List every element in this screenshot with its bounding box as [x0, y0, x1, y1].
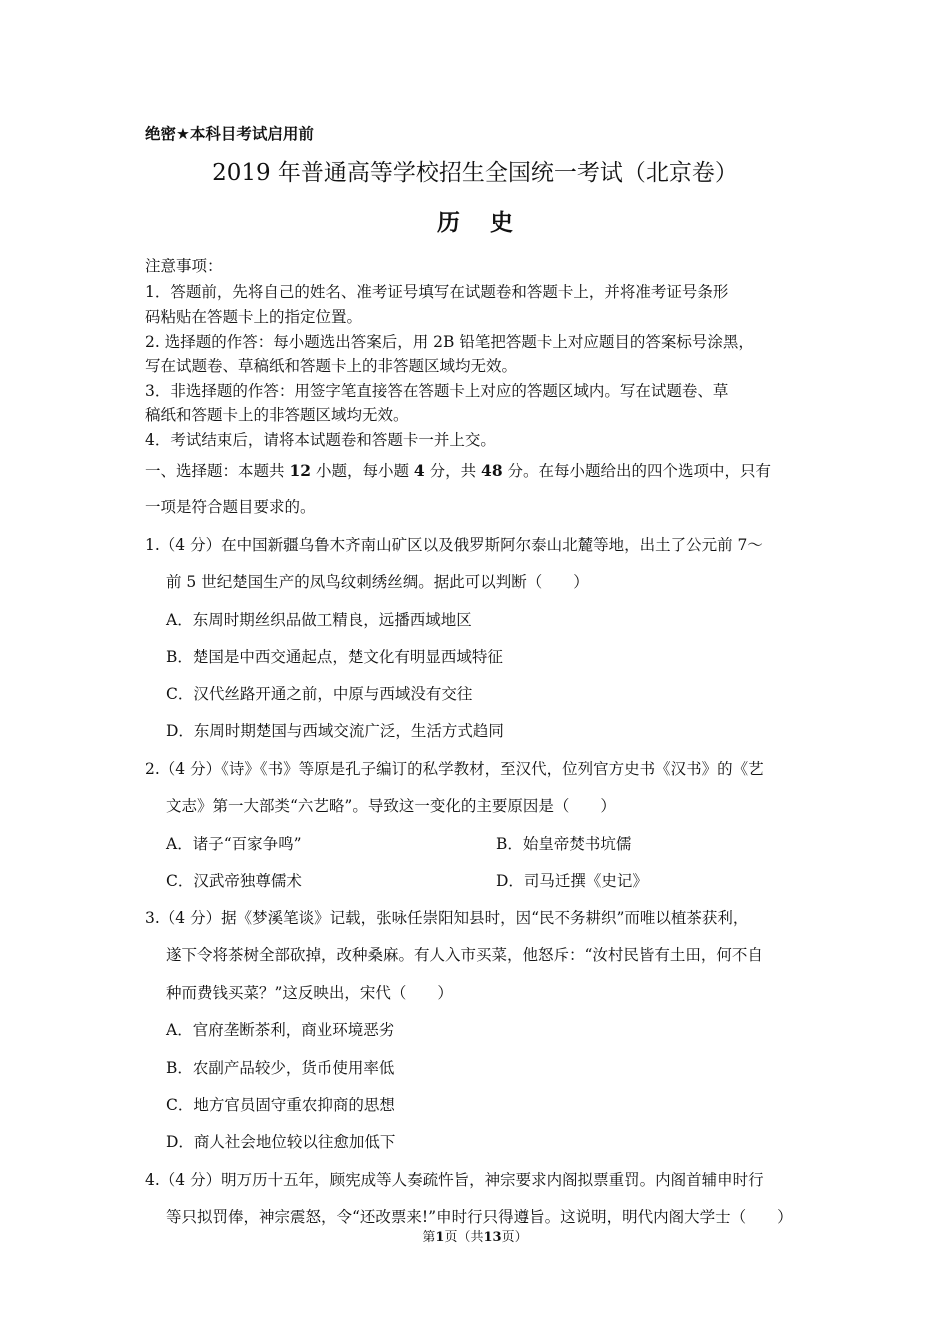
question-stem: 4.（4 分）明万历十五年，顾宪成等人奏疏忤旨，神宗要求内阁拟票重罚。内阁首辅申时行	[145, 1171, 764, 1189]
exam-title: 2019 年普通高等学校招生全国统一考试（北京卷）	[212, 160, 738, 186]
page-footer: 第1页（共13页）	[422, 1230, 528, 1245]
option-a: A．官府垄断茶利，商业环境恶劣	[166, 1021, 395, 1039]
option-a: A．诸子“百家争鸣”	[166, 835, 302, 853]
note-line: 3．非选择题的作答：用签字笔直接答在答题卡上对应的答题区域内。写在试题卷、草	[145, 382, 729, 400]
note-line: 写在试题卷、草稿纸和答题卡上的非答题区域均无效。	[145, 357, 518, 375]
question-stem-cont: 等只拟罚俸，神宗震怒，令“还改票来!”申时行只得遵旨。这说明，明代内阁大学士（ ）	[166, 1208, 793, 1226]
option-c: C．汉武帝独尊儒术	[166, 872, 302, 890]
confidential-mark: 绝密★本科目考试启用前	[145, 125, 314, 143]
note-line: 码粘贴在答题卡上的指定位置。	[145, 308, 363, 326]
question-stem: 3.（4 分）据《梦溪笔谈》记载，张咏任崇阳知县时，因“民不务耕织”而唯以植茶获利，	[145, 909, 749, 927]
question-stem: 1.（4 分）在中国新疆乌鲁木齐南山矿区以及俄罗斯阿尔泰山北麓等地，出土了公元前 7～	[145, 536, 763, 554]
question-stem-cont: 种而费钱买菜？”这反映出，宋代（ ）	[166, 984, 453, 1002]
option-b: B．楚国是中西交通起点，楚文化有明显西域特征	[166, 648, 503, 666]
option-d: D．司马迁撰《史记》	[496, 872, 648, 890]
option-a: A．东周时期丝织品做工精良，远播西域地区	[166, 611, 472, 629]
notes-heading: 注意事项：	[145, 257, 223, 275]
question-stem-cont: 遂下令将茶树全部砍掉，改种桑麻。有人入市买菜，他怒斥：“汝村民皆有土田，何不自	[166, 946, 763, 964]
option-c: C．地方官员固守重农抑商的思想	[166, 1096, 395, 1114]
note-line: 1．答题前，先将自己的姓名、准考证号填写在试题卷和答题卡上，并将准考证号条形	[145, 283, 729, 301]
option-b: B．农副产品较少，货币使用率低	[166, 1059, 395, 1077]
question-stem-cont: 前 5 世纪楚国生产的凤鸟纹刺绣丝绸。据此可以判断（ ）	[166, 573, 589, 591]
note-line: 4．考试结束后，请将本试题卷和答题卡一并上交。	[145, 431, 496, 449]
option-d: D．东周时期楚国与西域交流广泛，生活方式趋同	[166, 722, 504, 740]
option-c: C．汉代丝路开通之前，中原与西域没有交往	[166, 685, 473, 703]
question-stem-cont: 文志》第一大部类“六艺略”。导致这一变化的主要原因是（ ）	[166, 797, 616, 815]
section-instruction-cont: 一项是符合题目要求的。	[145, 498, 316, 516]
option-d: D．商人社会地位较以往愈加低下	[166, 1133, 396, 1151]
subject-title: 历史	[437, 210, 543, 236]
note-line: 稿纸和答题卡上的非答题区域均无效。	[145, 406, 409, 424]
option-b: B．始皇帝焚书坑儒	[496, 835, 632, 853]
question-stem: 2.（4 分）《诗》《书》等原是孔子编订的私学教材，至汉代，位列官方史书《汉书》的《艺	[145, 760, 764, 778]
section-instruction: 一、选择题：本题共 12 小题，每小题 4 分，共 48 分。在每小题给出的四个选项中，只有	[145, 461, 772, 480]
note-line: 2. 选择题的作答：每小题选出答案后，用 2B 铅笔把答题卡上对应题目的答案标号涂黑，	[145, 333, 754, 351]
